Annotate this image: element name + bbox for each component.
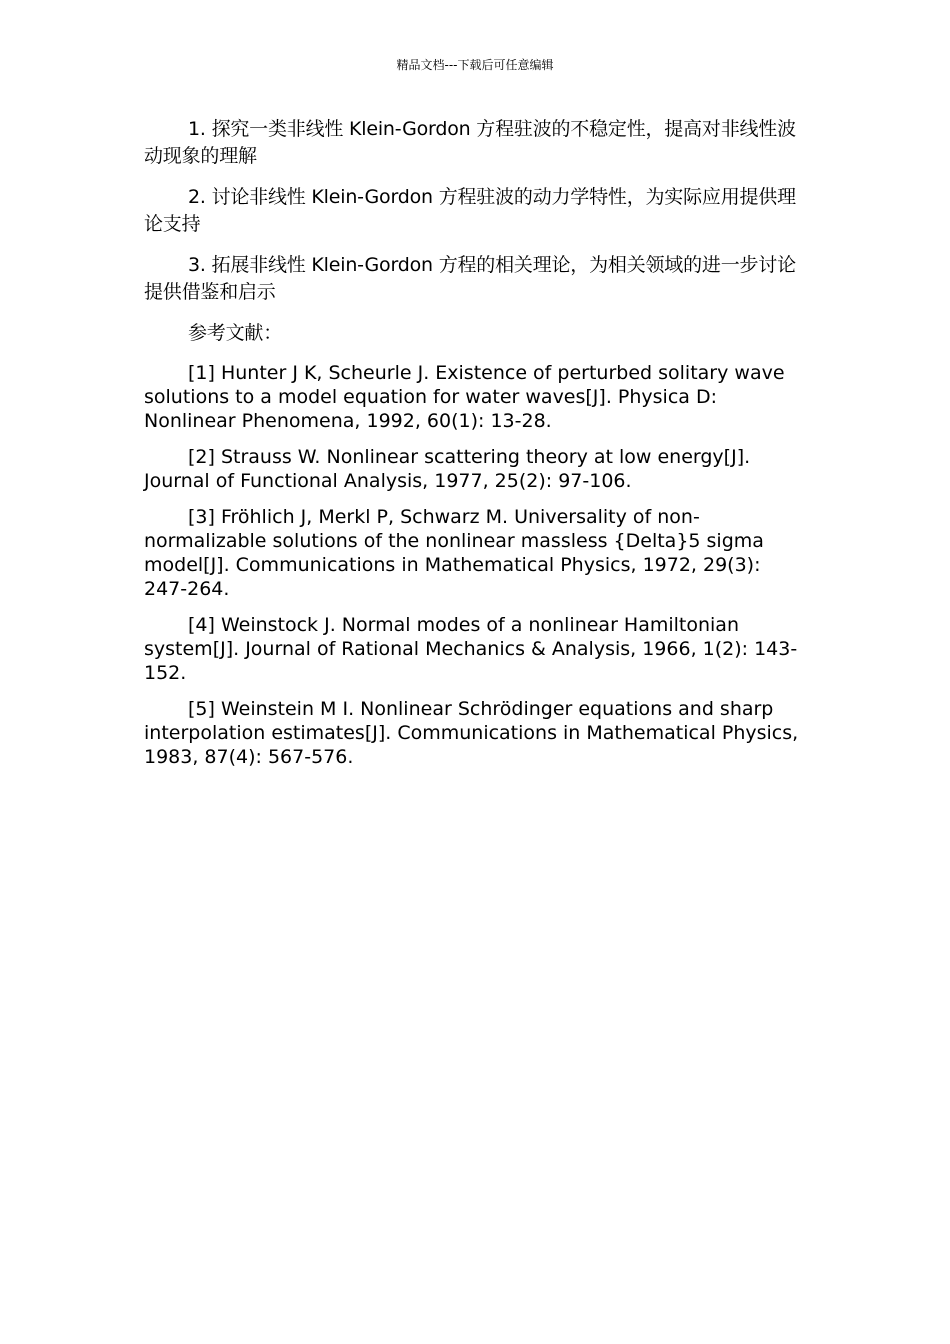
reference-item-3: [3] Fröhlich J, Merkl P, Schwarz M. Universality of non-normalizable solutions of the nonlinear massless {Delta}5 sigma model[J]. Communications in Mathematical Physics, 1972, 29(3): 247-264. bbox=[144, 506, 764, 600]
references-heading: 参考文献： bbox=[188, 322, 283, 344]
reference-item-5: [5] Weinstein M I. Nonlinear Schrödinger equations and sharp interpolation estimates[J]. Communications in Mathematical Physics, 1983, 87(4): 567-576. bbox=[144, 698, 799, 768]
goal-item-1: 1. 探究一类非线性 Klein-Gordon 方程驻波的不稳定性，提高对非线性波动现象的理解 bbox=[144, 118, 796, 167]
goal-item-2: 2. 讨论非线性 Klein-Gordon 方程驻波的动力学特性，为实际应用提供理论支持 bbox=[144, 186, 796, 235]
reference-item-4: [4] Weinstock J. Normal modes of a nonlinear Hamiltonian system[J]. Journal of Rational Mechanics & Analysis, 1966, 1(2): 143-152. bbox=[144, 614, 798, 684]
document-body bbox=[144, 116, 806, 781]
reference-item-1: [1] Hunter J K, Scheurle J. Existence of perturbed solitary wave solutions to a model equation for water waves[J]. Physica D: Nonlinear Phenomena, 1992, 60(1): 13-28. bbox=[144, 362, 785, 432]
page-header: 精品文档---下载后可任意编辑 bbox=[396, 58, 554, 72]
goal-item-3: 3. 拓展非线性 Klein-Gordon 方程的相关理论，为相关领域的进一步讨论提供借鉴和启示 bbox=[144, 254, 796, 303]
reference-item-2: [2] Strauss W. Nonlinear scattering theory at low energy[J]. Journal of Functional Analysis, 1977, 25(2): 97-106. bbox=[144, 446, 751, 492]
